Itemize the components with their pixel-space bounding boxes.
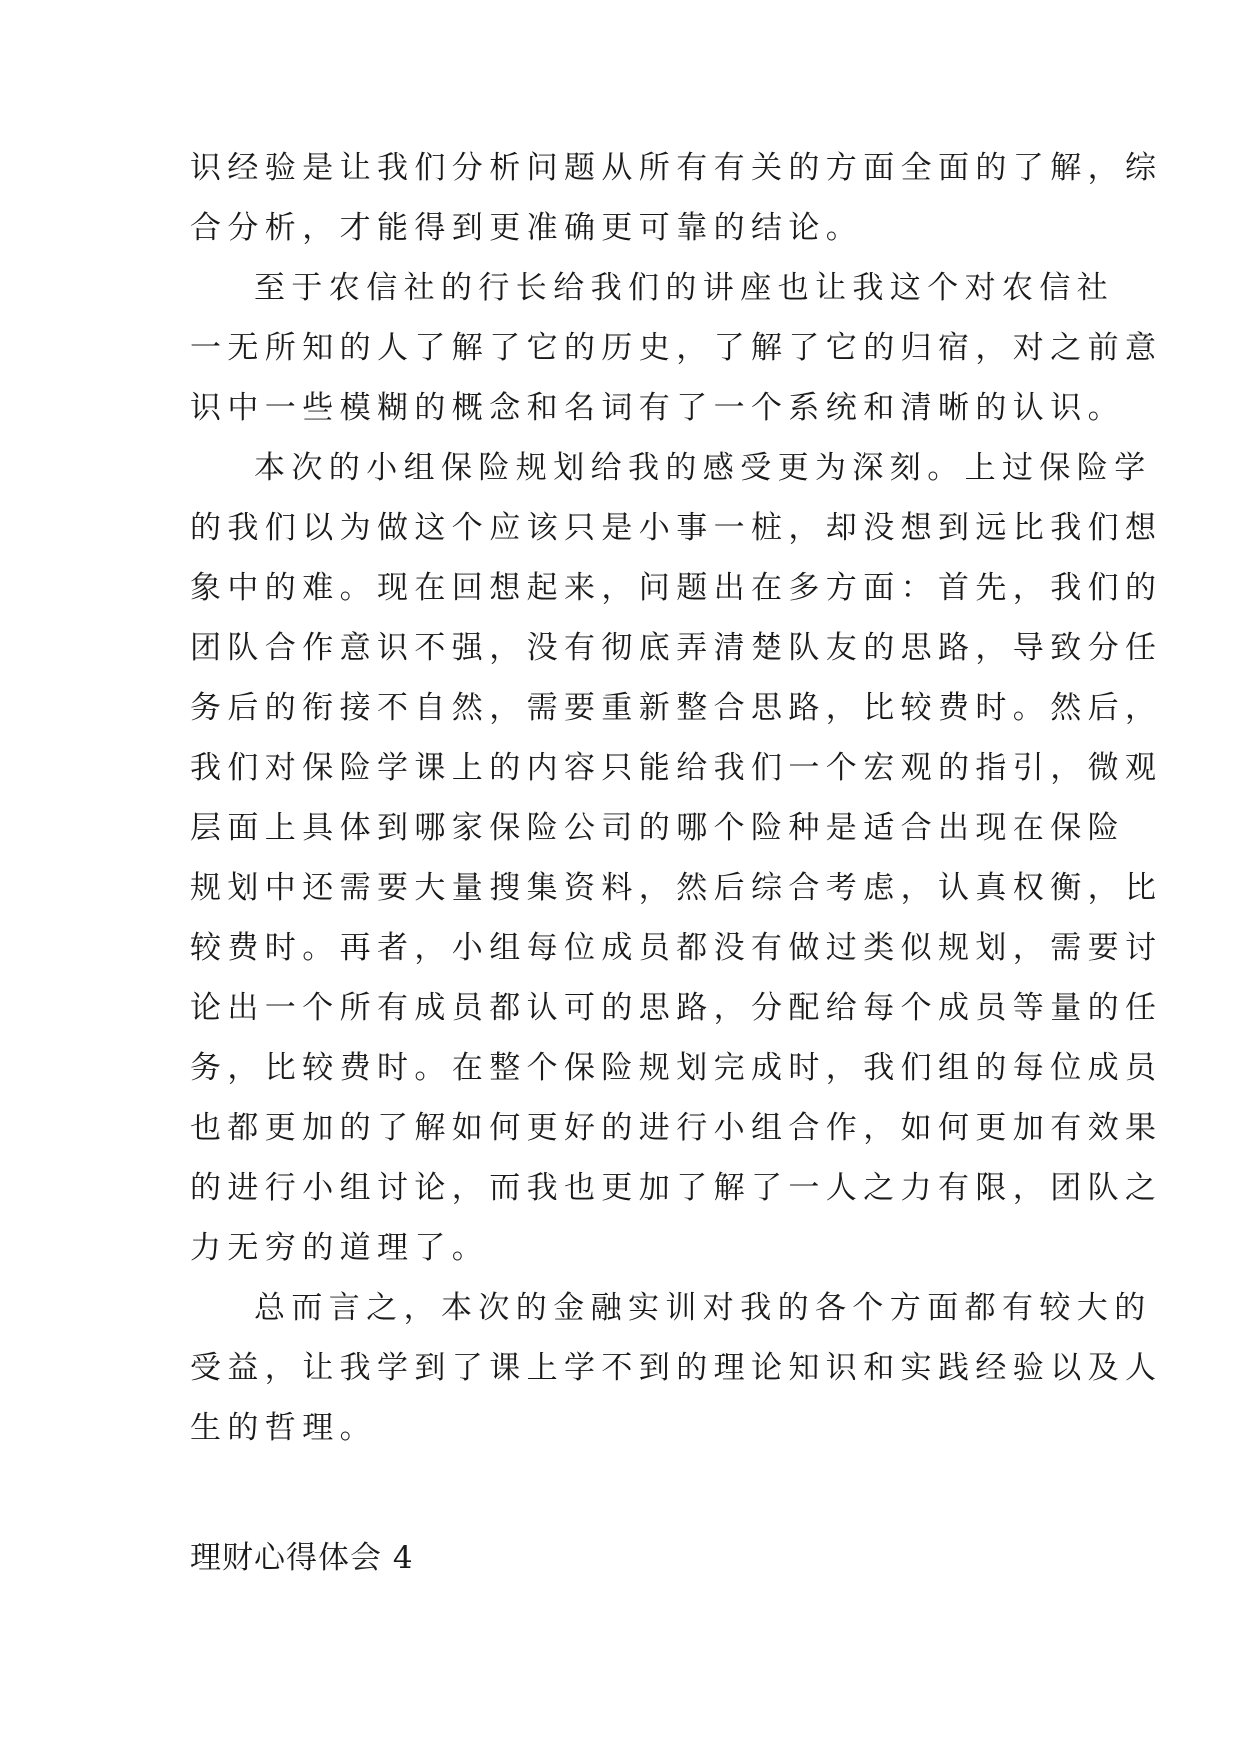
text-line: 生的哲理。 [190, 1410, 377, 1446]
text-line: 总而言之，本次的金融实训对我的各个方面都有较大的 [254, 1290, 1152, 1326]
text-line: 受益，让我学到了课上学不到的理论知识和实践经验以及人 [190, 1350, 1163, 1386]
text-line: 论出一个所有成员都认可的思路，分配给每个成员等量的任 [190, 990, 1163, 1026]
text-line: 较费时。再者，小组每位成员都没有做过类似规划，需要讨 [190, 930, 1163, 966]
text-line: 我们对保险学课上的内容只能给我们一个宏观的指引，微观 [190, 750, 1163, 786]
text-line: 务，比较费时。在整个保险规划完成时，我们组的每位成员 [190, 1050, 1163, 1086]
text-line: 识中一些模糊的概念和名词有了一个系统和清晰的认识。 [190, 390, 1125, 426]
text-line: 象中的难。现在回想起来，问题出在多方面：首先，我们的 [190, 570, 1163, 606]
text-line: 规划中还需要大量搜集资料，然后综合考虑，认真权衡，比 [190, 870, 1163, 906]
text-line: 团队合作意识不强，没有彻底弄清楚队友的思路，导致分任 [190, 630, 1163, 666]
text-line: 至于农信社的行长给我们的讲座也让我这个对农信社 [254, 270, 1115, 306]
text-line: 合分析，才能得到更准确更可靠的结论。 [190, 210, 864, 246]
text-line: 一无所知的人了解了它的历史，了解了它的归宿，对之前意 [190, 330, 1163, 366]
text-line: 的进行小组讨论，而我也更加了解了一人之力有限，团队之 [190, 1170, 1163, 1206]
text-line: 力无穷的道理了。 [190, 1230, 490, 1266]
text-line: 层面上具体到哪家保险公司的哪个险种是适合出现在保险 [190, 810, 1125, 846]
text-line: 的我们以为做这个应该只是小事一桩，却没想到远比我们想 [190, 510, 1163, 546]
text-line: 务后的衔接不自然，需要重新整合思路，比较费时。然后， [190, 690, 1163, 726]
text-line: 识经验是让我们分析问题从所有有关的方面全面的了解，综 [190, 150, 1163, 186]
text-line: 本次的小组保险规划给我的感受更为深刻。上过保险学 [254, 450, 1152, 486]
section-heading: 理财心得体会 4 [190, 1540, 414, 1576]
text-line: 也都更加的了解如何更好的进行小组合作，如何更加有效果 [190, 1110, 1163, 1146]
